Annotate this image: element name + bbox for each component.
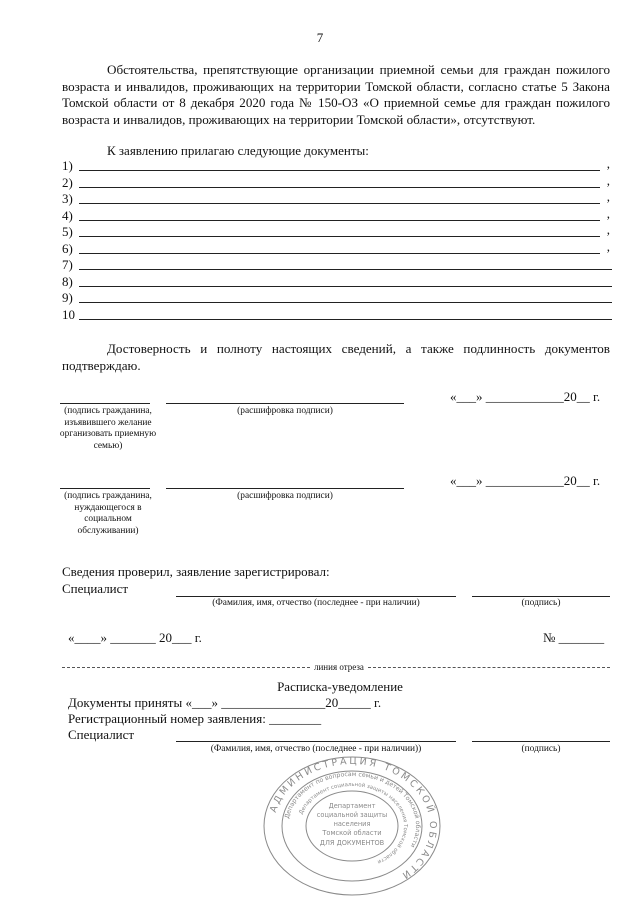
documents-accepted[interactable]: Документы приняты «___» ________________20_____ г. [68, 695, 382, 710]
decode-caption-applicant: (расшифровка подписи) [237, 406, 333, 416]
stamp-center-line-5: ДЛЯ ДОКУМЕНТОВ [319, 839, 385, 847]
document-row-underline[interactable] [79, 253, 600, 254]
document-row-number: 6) [62, 240, 73, 256]
confirmation-paragraph: Достоверность и полноту настоящих сведений, а также подлинность документов подтверждаю. [62, 341, 610, 373]
receipt-sign-caption: (подпись) [521, 744, 561, 754]
registration-date[interactable]: «____» _______ 20___ г. [68, 630, 202, 645]
specialist-sign-caption: (подпись) [521, 598, 561, 608]
document-row-underline[interactable] [79, 319, 612, 320]
cut-line-label: линия отреза [314, 662, 364, 672]
document-row-number: 7) [62, 257, 73, 272]
document-row[interactable] [62, 274, 612, 290]
stamp-center-line-2: социальной защиты [316, 811, 388, 819]
document-row[interactable] [62, 307, 612, 323]
stamp-outer-text: АДМИНИСТРАЦИЯ ТОМСКОЙ ОБЛАСТИ [268, 756, 439, 882]
document-row-comma: , [606, 238, 610, 254]
stamp-center-line-4: Томской области [322, 829, 382, 837]
cut-line-left [62, 667, 310, 668]
document-row-underline[interactable] [79, 187, 600, 188]
page-number: 7 [316, 30, 324, 45]
decode-caption-recipient: (расшифровка подписи) [237, 491, 333, 501]
specialist-sign-line[interactable] [472, 596, 610, 597]
document-row-number: 3) [62, 191, 73, 206]
document-row-number: 5) [62, 224, 73, 239]
document-row[interactable] [62, 205, 612, 224]
receipt-specialist-sign-line[interactable] [472, 741, 610, 742]
signature-caption-recipient: (подпись гражданина, нуждающегося в социальном обслуживании) [64, 491, 152, 537]
document-row-number: 10 [62, 306, 75, 322]
document-row-underline[interactable] [79, 286, 612, 287]
document-row-number: 2) [62, 174, 73, 190]
document-row-comma: , [606, 222, 610, 237]
signature-line-recipient[interactable] [60, 488, 150, 489]
signature-line-applicant[interactable] [60, 403, 150, 404]
document-row-comma: , [606, 172, 610, 188]
stamp-ring-text: Департамент по вопросам семьи и детей Томской области [283, 770, 422, 849]
document-row-comma: , [606, 205, 610, 221]
receipt-title: Расписка-уведомление [277, 679, 403, 694]
date-field-applicant[interactable]: «___» ____________20__ г. [450, 389, 601, 404]
document-row[interactable] [62, 290, 612, 306]
document-row-underline[interactable] [79, 203, 600, 204]
document-row[interactable] [62, 172, 612, 191]
registration-number[interactable]: № _______ [543, 630, 605, 645]
document-row-number: 1) [62, 158, 73, 173]
stamp-center-line-3: населения [333, 820, 371, 828]
document-row-number: 8) [62, 273, 73, 289]
attachments-intro: К заявлению прилагаю следующие документы: [107, 143, 369, 158]
document-row[interactable] [62, 257, 612, 273]
document-row-underline[interactable] [79, 302, 612, 303]
signature-decode-line-applicant[interactable] [166, 403, 404, 404]
receipt-specialist-name-line[interactable] [176, 741, 456, 742]
document-row-underline[interactable] [79, 269, 612, 270]
signature-decode-line-recipient[interactable] [166, 488, 404, 489]
document-row[interactable] [62, 158, 612, 174]
document-row-comma: , [606, 156, 610, 171]
specialist-name-caption: (Фамилия, имя, отчество (последнее - при наличии) [212, 598, 420, 608]
stamp-center-line-1: Департамент [328, 802, 376, 810]
document-row-comma: , [606, 189, 610, 204]
registration-number-label[interactable]: Регистрационный номер заявления: ________ [68, 711, 322, 726]
specialist-label: Специалист [62, 581, 129, 596]
document-row-underline[interactable] [79, 170, 600, 171]
document-row[interactable] [62, 191, 612, 207]
receipt-specialist-label: Специалист [68, 727, 135, 742]
stamp-inner-text: Департамент социальной защиты населения Томской области [298, 781, 409, 865]
document-row-underline[interactable] [79, 220, 600, 221]
official-stamp-icon [263, 756, 441, 896]
document-row-number: 4) [62, 207, 73, 223]
date-field-recipient[interactable]: «___» ____________20__ г. [450, 473, 601, 488]
verification-text: Сведения проверил, заявление зарегистрировал: [62, 564, 330, 579]
specialist-name-line[interactable] [176, 596, 456, 597]
document-row[interactable] [62, 224, 612, 240]
document-row[interactable] [62, 238, 612, 257]
cut-line-right [368, 667, 610, 668]
document-row-underline[interactable] [79, 236, 600, 237]
document-row-number: 9) [62, 290, 73, 305]
circumstances-paragraph: Обстоятельства, препятствующие организации приемной семьи для граждан пожилого возраста и инвалидов, проживающих на территории Томской области, согласно статье 5 Закона Томской области от 8 декабря 2020 года № 150-ОЗ «О приемной семье для граждан пожилого возраста и инвалидов, проживающих на территории Томской области», отсутствуют. [62, 62, 610, 127]
receipt-name-caption: (Фамилия, имя, отчество (последнее - при наличии)) [210, 744, 422, 754]
signature-caption-applicant: (подпись гражданина, изъявившего желание организовать приемную семью) [59, 406, 157, 452]
